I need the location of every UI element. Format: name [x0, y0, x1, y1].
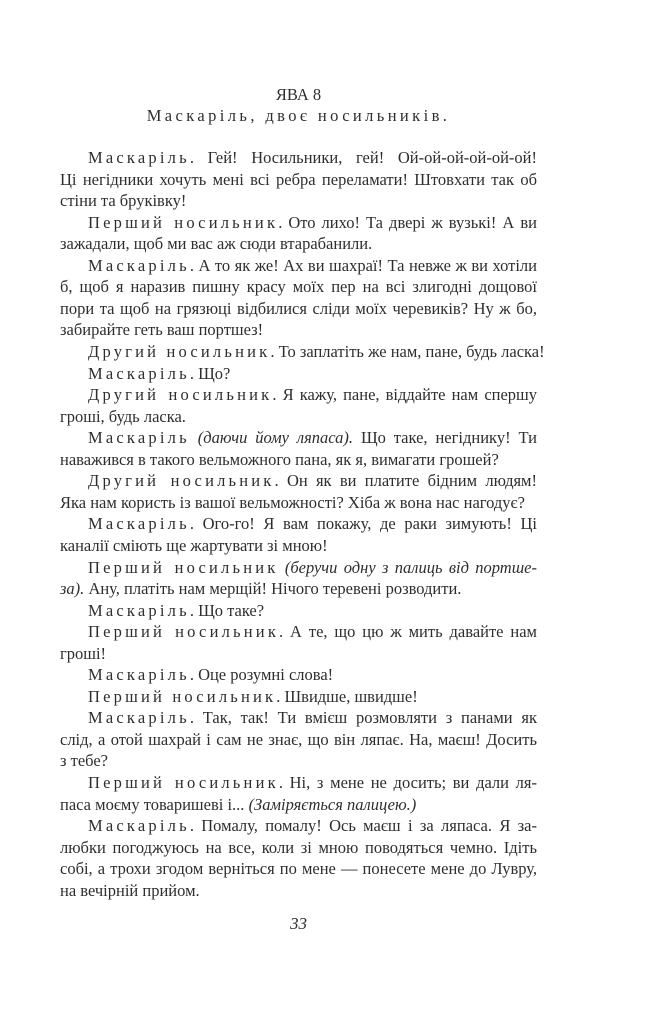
speech-line — [88, 687, 537, 707]
text-line — [60, 795, 537, 815]
text-line — [60, 730, 537, 750]
line-text: каналії сміють ще жартувати зі мною! — [60, 535, 328, 555]
speaker-name: Маскаріль — [88, 708, 190, 728]
speaker-name: Перший носильник — [88, 212, 279, 232]
line-text: гроші! — [60, 643, 107, 663]
text-line — [60, 234, 537, 254]
line-text: . Оце розумні слова! — [189, 665, 334, 685]
line-text: . То заплатіть же нам, пане, будь ласка! — [270, 342, 545, 361]
speech-line — [88, 773, 537, 793]
text-line — [60, 859, 537, 879]
speaker-name: Маскаріль — [88, 255, 190, 275]
speaker-name: Маскаріль — [88, 363, 190, 383]
text-line — [60, 751, 537, 771]
stage-direction: (даючи йому ляпаса). — [189, 428, 354, 448]
speech-line — [88, 256, 537, 276]
text-line — [60, 299, 537, 319]
line-text: слід, а отой шахрай і сам не знає, що він ляпає. На, маєш! Досить — [60, 729, 537, 749]
line-text: з тебе? — [60, 751, 109, 771]
line-text: любки погоджуюсь на все, коли зі мною поводяться чемно. Ідіть — [60, 837, 537, 857]
speaker-name: Другий носильник — [88, 342, 271, 361]
speech-line — [88, 665, 537, 685]
line-text: . Гей! Носильники, гей! Ой-ой-ой-ой-ой-ой! — [189, 148, 537, 167]
scene-title: ЯВА 8 — [275, 85, 322, 104]
speaker-name: Маскаріль — [88, 600, 190, 620]
text-line — [60, 838, 537, 858]
text-line — [60, 881, 537, 901]
line-text: собі, а трохи згодом верніться по мене — понесете мене до Лувру, — [60, 859, 537, 879]
line-text: паса моєму товаришеві і... — [60, 794, 245, 814]
line-text: . Я кажу, пане, віддайте нам спершу — [272, 385, 538, 405]
line-text: зажадали, щоб ми вас аж сюди втарабанили. — [60, 234, 373, 254]
speaker-name: Перший носильник — [88, 773, 279, 792]
speaker-name: Маскаріль — [88, 816, 190, 836]
line-text: . Ото лихо! Та двері ж вузькі! А ви — [278, 212, 537, 232]
line-text: Ці негідники хочуть мені всі ребра переламати! Штовхати так об — [60, 169, 537, 189]
line-text: Що таке, негіднику! Ти — [353, 428, 537, 448]
line-text: . Що? — [189, 363, 231, 383]
speech-line — [88, 622, 537, 642]
speech-line — [88, 601, 537, 621]
line-text: пори та щоб на грязюці відбилися сліди моїх черевиків? Ну ж бо, — [60, 298, 537, 318]
speaker-name: Перший носильник — [88, 557, 279, 577]
text-line — [60, 320, 537, 340]
line-text: гроші, будь ласка. — [60, 406, 186, 426]
text-line — [60, 493, 537, 513]
line-text: стіни та бруківку! — [60, 191, 187, 211]
speaker-name: Маскаріль — [88, 428, 190, 448]
line-text: . А то як же! Ах ви шахраї! Та невже ж ви хотіли — [189, 255, 537, 275]
speaker-name: Маскаріль — [88, 665, 190, 685]
speech-line — [88, 148, 537, 168]
text-line — [60, 407, 537, 427]
speaker-name: Маскаріль — [88, 148, 190, 167]
speech-line — [88, 342, 545, 362]
speech-line — [88, 364, 537, 384]
line-text: Ану, платіть нам мерщій! Нічого теревені розводити. — [84, 579, 462, 598]
line-text: . Он як ви платите бідним людям! — [274, 471, 537, 491]
text-line — [60, 277, 537, 297]
line-text: Яка нам користь із вашої вельможності? Хіба ж вона нас нагодує? — [60, 492, 525, 512]
stage-direction: (беручи одну з палиць від портше- — [278, 557, 537, 577]
stage-direction: за). — [60, 579, 85, 598]
text-line — [60, 170, 537, 190]
text-line — [60, 536, 537, 556]
line-text: наважився в такого вельможного пана, як я, вимагати грошей? — [60, 449, 499, 469]
speech-line — [88, 385, 537, 405]
speaker-name: Другий носильник — [88, 471, 275, 491]
page-number: 33 — [290, 914, 307, 933]
speech-line — [88, 428, 537, 448]
line-text: . Помалу, помалу! Ось маєш і за ляпаса. Я за- — [189, 816, 537, 836]
line-text: . Так, так! Ти вмієш розмовляти з панами як — [189, 708, 537, 728]
text-line — [60, 450, 537, 470]
speech-line — [88, 514, 537, 534]
line-text: . Ого-го! Я вам покажу, де раки зимують! Ці — [189, 514, 537, 534]
speaker-name: Маскаріль — [88, 514, 190, 534]
line-text: . Швидше, швидше! — [276, 686, 418, 706]
line-text: . Ні, з мене не досить; ви дали ля- — [278, 773, 537, 792]
line-text: б, щоб я наразив пишну красу моїх пер на всі злигодні дощової — [60, 277, 537, 297]
text-line — [60, 644, 537, 664]
scene-characters: Маскаріль, двоє носильників. — [146, 106, 451, 125]
speaker-name: Перший носильник — [88, 622, 280, 642]
speech-line — [88, 558, 537, 578]
speech-line — [88, 213, 537, 233]
text-line — [60, 191, 537, 211]
line-text: . А те, що цю ж мить давайте нам — [279, 622, 537, 642]
speaker-name: Перший носильник — [88, 686, 277, 706]
speech-line — [88, 471, 537, 491]
text-line — [60, 579, 537, 599]
speech-line — [88, 708, 537, 728]
line-text: забирайте геть ваш портшез! — [60, 320, 264, 340]
speaker-name: Другий носильник — [88, 385, 273, 405]
speech-line — [88, 816, 537, 836]
stage-direction: (Заміряється палицею.) — [244, 794, 417, 814]
line-text: . Що таке? — [189, 600, 265, 620]
line-text: на вечірній прийом. — [60, 880, 200, 900]
